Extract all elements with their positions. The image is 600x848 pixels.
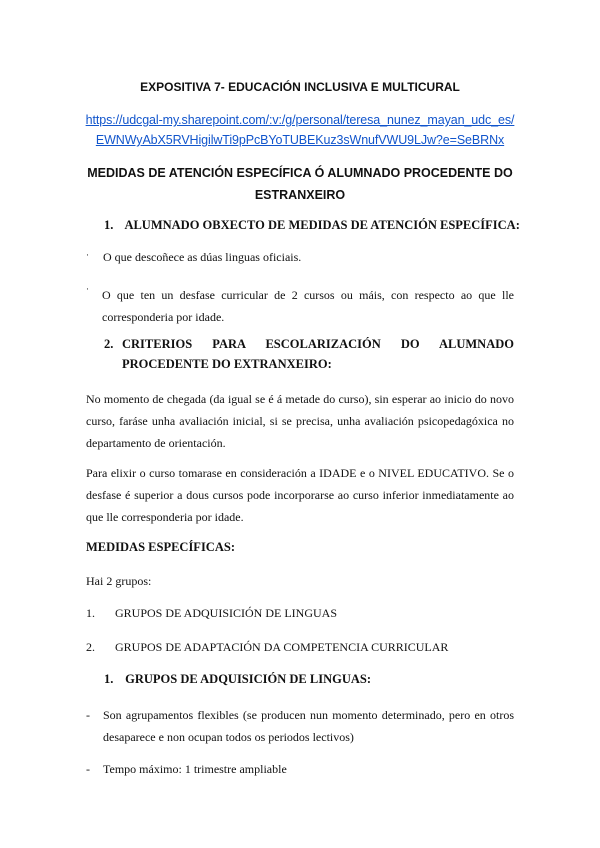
dash-text: Tempo máximo: 1 trimestre ampliable — [103, 762, 287, 776]
section-heading-line2: ESTRANXEIRO — [254, 188, 346, 202]
video-link[interactable] — [60, 110, 540, 150]
paragraph-course — [86, 462, 514, 528]
subsection1-heading — [104, 672, 371, 687]
item-number: 1. — [86, 606, 95, 620]
paragraph-line: departamento de orientación. — [86, 436, 226, 450]
bullet-text-line1: O que ten un desfase curricular de 2 cursos ou máis, con respecto ao que lle — [102, 288, 514, 302]
paragraph-arrival — [86, 388, 514, 454]
bullet-icon: · — [86, 284, 89, 294]
paragraph-line: No momento de chegada (da igual se é á metade do curso), sin esperar ao inicio do novo — [86, 392, 514, 406]
section2-heading — [104, 334, 514, 374]
section-heading — [70, 162, 530, 206]
dash-icon: - — [86, 762, 90, 776]
paragraph-line: que lle corresponderia por idade. — [86, 510, 244, 524]
subsection1-number: 1. — [104, 672, 114, 686]
section2-number: 2. — [104, 337, 114, 351]
item-text: GRUPOS DE ADQUISICIÓN DE LINGUAS — [115, 606, 338, 620]
dash-text-line1: Son agrupamentos flexibles (se producen nun momento determinado, pero en otros — [103, 708, 514, 722]
item-text: GRUPOS DE ADAPTACIÓN DA COMPETENCIA CURRICULAR — [115, 640, 449, 654]
dash-text-line2: desaparece e non ocupan todos os periodos lectivos) — [103, 730, 354, 744]
bullet-text-line2: corresponderia por idade. — [102, 310, 225, 324]
list-item — [86, 284, 514, 328]
paragraph-line: desfase é superior a dous cursos pode incorporarse ao curso inferior inmediatamente ao — [86, 488, 514, 502]
section1-heading — [104, 218, 520, 233]
section1-number: 1. — [104, 218, 114, 232]
section-heading-line1: MEDIDAS DE ATENCIÓN ESPECÍFICA Ó ALUMNADO PROCEDENTE DO — [87, 166, 513, 180]
section1-title: ALUMNADO OBXECTO DE MEDIDAS DE ATENCIÓN ESPECÍFICA: — [124, 218, 520, 232]
bullet-icon: · — [86, 250, 89, 260]
subsection1-title: GRUPOS DE ADQUISICIÓN DE LINGUAS: — [125, 672, 371, 686]
section2-title-line1: CRITERIOS PARA ESCOLARIZACIÓN DO ALUMNADO — [122, 337, 514, 351]
section2-title-line2: PROCEDENTE DO EXTRANXEIRO: — [122, 357, 332, 371]
paragraph-line: Para elixir o curso tomarase en consideración a IDADE e o NIVEL EDUCATIVO. Se o — [86, 466, 514, 480]
bullet-text: O que descoñece as dúas linguas oficiais. — [103, 250, 302, 264]
list-item — [86, 758, 287, 780]
paragraph-line: curso, faráse unha avaliación inicial, si se precisa, unha avaliación psicopedagóxica no — [86, 414, 514, 428]
numbered-item — [86, 606, 337, 621]
list-item — [86, 704, 514, 748]
item-number: 2. — [86, 640, 95, 654]
document-title: EXPOSITIVA 7- EDUCACIÓN INCLUSIVA E MULTICURAL — [140, 80, 460, 94]
video-link-line1[interactable]: https://udcgal-my.sharepoint.com/:v:/g/personal/teresa_nunez_mayan_udc_es/ — [85, 113, 515, 127]
groups-intro: Hai 2 grupos: — [86, 574, 152, 588]
numbered-item — [86, 640, 448, 655]
medidas-heading: MEDIDAS ESPECÍFICAS: — [86, 540, 235, 554]
dash-icon: - — [86, 708, 90, 722]
video-link-line2[interactable]: EWNWyAbX5RVHigilwTi9pPcBYoTUBEKuz3sWnufVWU9LJw?e=SeBRNx — [95, 133, 505, 147]
